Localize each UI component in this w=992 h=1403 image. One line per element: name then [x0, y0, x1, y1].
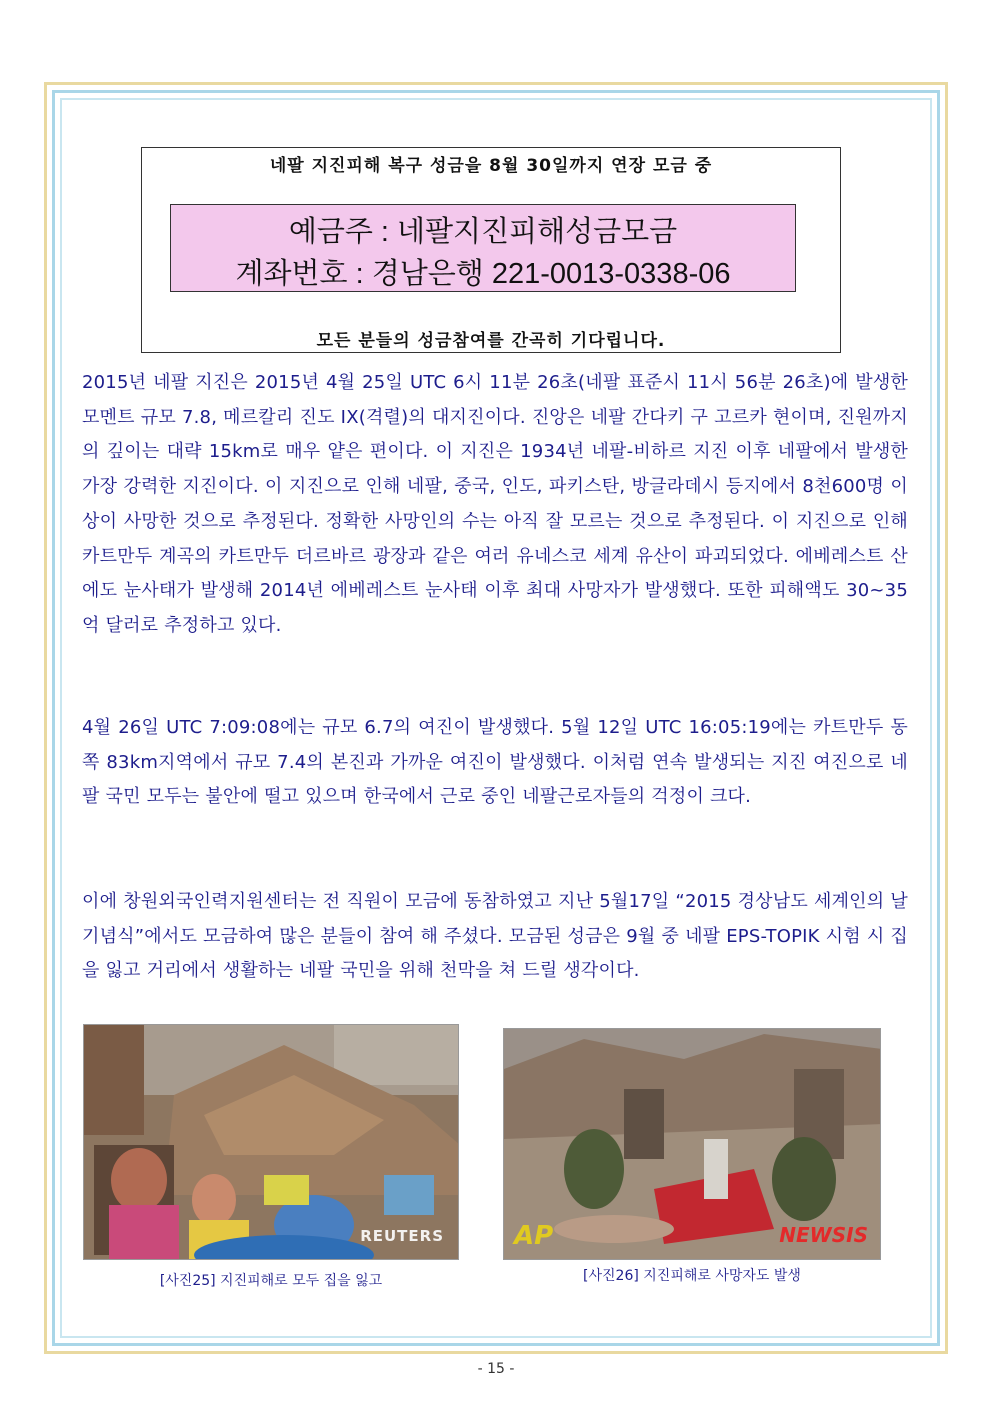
photo-caption-25: [사진25] 지진피해로 모두 집을 잃고 — [159, 1273, 383, 1289]
newsis-watermark: NEWSIS — [779, 1223, 868, 1247]
photo-rescue-workers — [503, 1028, 881, 1260]
account-holder: 예금주 : 네팔지진피해성금모금 — [288, 216, 678, 248]
ap-watermark: AP — [514, 1221, 554, 1251]
bank-account-box — [170, 204, 796, 292]
paragraph-aftershocks: 4월 26일 UTC 7:09:08에는 규모 6.7의 여진이 발생했다. 5월 12일 UTC 16:05:19에는 카트만두 동쪽 83km지역에서 규모 7.4의 본진과 가까운 여진이 발생했다. 이처럼 연속 발생되는 지진 여진으로 네팔 국민 모두는 불안에 떨고 있으며 한국에서 근로 중인 네팔근로자들의 걱정이 크다. — [82, 717, 908, 808]
notice-appeal: 모든 분들의 성금참여를 간곡히 기다립니다. — [316, 331, 666, 351]
account-number: 계좌번호 : 경남은행 221-0013-0338-06 — [235, 258, 731, 290]
photo-displaced-families — [83, 1024, 459, 1260]
photo-displaced-families-image — [84, 1025, 459, 1260]
donation-notice-box — [141, 147, 841, 353]
notice-headline: 네팔 지진피해 복구 성금을 8월 30일까지 연장 모금 중 — [269, 156, 713, 176]
paragraph-fundraising: 이에 창원외국인력지원센터는 전 직원이 모금에 동참하였고 지난 5월17일 “2015 경상남도 세계인의 날 기념식”에서도 모금하여 많은 분들이 참여 해 주셨다. 모금된 성금은 9월 중 네팔 EPS-TOPIK 시험 시 집을 잃고 거리에서 생활하는 네팔 국민을 위해 천막을 쳐 드릴 생각이다. — [82, 891, 908, 982]
reuters-watermark: REUTERS — [360, 1227, 444, 1245]
page-number: - 15 - — [477, 1361, 515, 1377]
photo-caption-26: [사진26] 지진피해로 사망자도 발생 — [583, 1268, 801, 1284]
paragraph-earthquake-overview: 2015년 네팔 지진은 2015년 4월 25일 UTC 6시 11분 26초(네팔 표준시 11시 56분 26초)에 발생한 모멘트 규모 7.8, 메르칼리 진도 IX(격렬)의 대지진이다. 진앙은 네팔 간다키 구 고르카 현이며, 진원까지의 깊이는 대략 15km로 매우 얕은 편이다. 이 지진은 1934년 네팔-비하르 지진 이후 네팔에서 발생한 가장 강력한 지진이다. 이 지진으로 인해 네팔, 중국, 인도, 파키스탄, 방글라데시 등지에서 8천600명 이상이 사망한 것으로 추정된다. 정확한 사망인의 수는 아직 잘 모르는 것으로 추정된다. 이 지진으로 인해 카트만두 계곡의 카트만두 더르바르 광장과 같은 여러 유네스코 세계 유산이 파괴되었다. 에베레스트 산에도 눈사태가 발생해 2014년 에베레스트 눈사태 이후 최대 사망자가 발생했다. 또한 피해액도 30~35억 달러로 추정하고 있다. — [82, 372, 908, 636]
